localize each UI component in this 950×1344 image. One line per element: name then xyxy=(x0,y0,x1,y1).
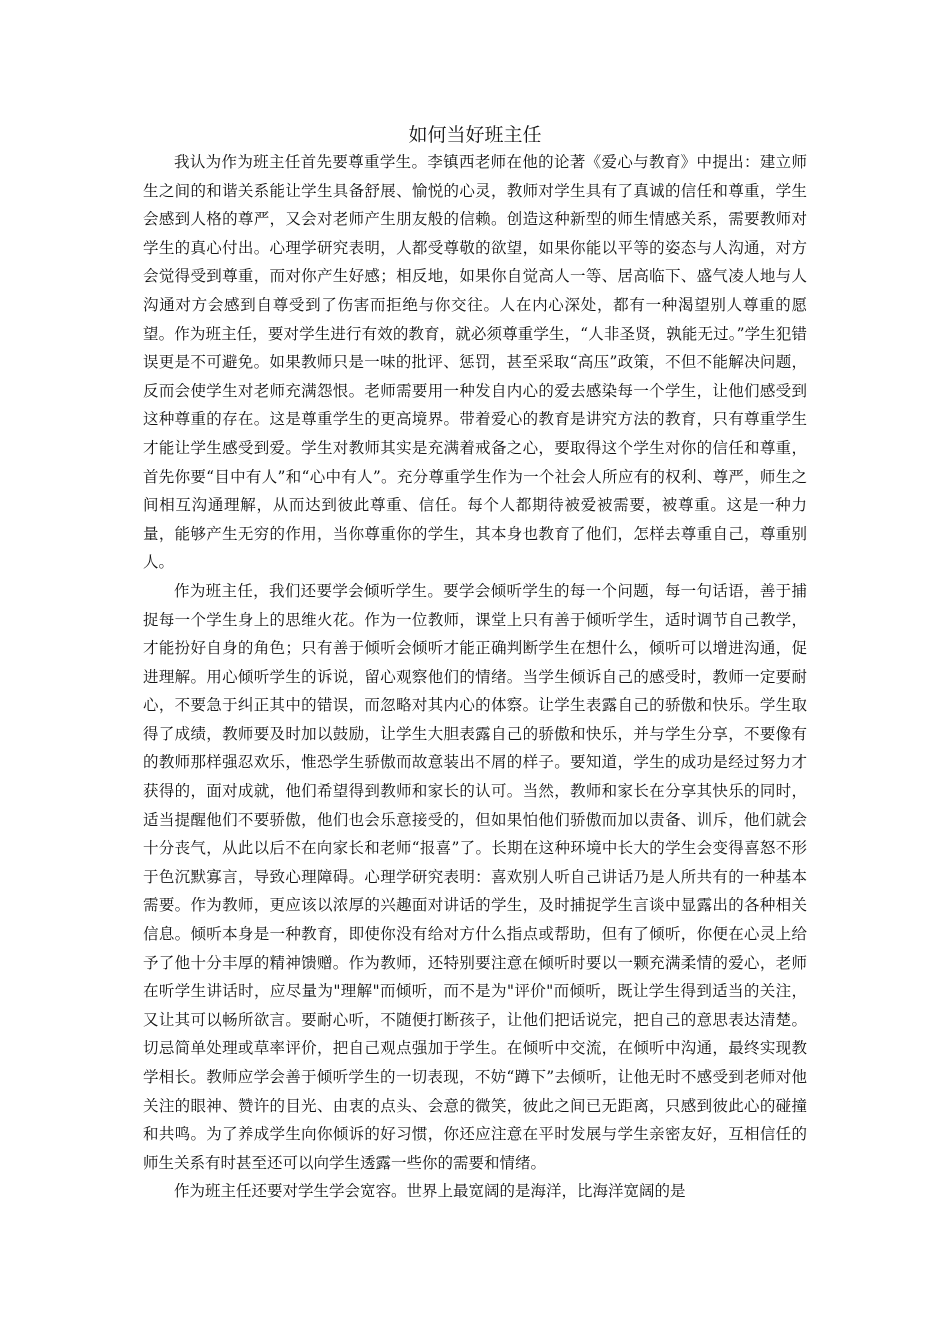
document-title: 如何当好班主任 xyxy=(408,124,542,146)
paragraph-tolerance: 作为班主任还要对学生学会宽容。世界上最宽阔的是海洋，比海洋宽阔的是 xyxy=(174,1182,686,1201)
document-body xyxy=(143,148,807,1206)
paragraph-listen-to-students: 作为班主任，我们还要学会倾听学生。要学会倾听学生的每一个问题，每一句话语，善于捕捉每一个学生身上的思维火花。作为一位教师，课堂上只有善于倾听学生，适时调节自己教学，才能扮好自身的角色；只有善于倾听会倾听才能正确判断学生在想什么，倾听可以增进沟通，促进理解。用心倾听学生的诉说，留心观察他们的情绪。当学生倾诉自己的感受时，教师一定要耐心，不要急于纠正其中的错误，而忽略对其内心的体察。让学生表露自己的骄傲和快乐。学生取得了成绩，教师要及时加以鼓励，让学生大胆表露自己的骄傲和快乐，并与学生分享，不要像有的教师那样强忍欢乐，惟恐学生骄傲而故意装出不屑的样子。要知道，学生的成功是经过努力才获得的，面对成就，他们希望得到教师和家长的认可。当然，教师和家长在分享其快乐的同时，适当提醒他们不要骄傲，他们也会乐意接受的，但如果怕他们骄傲而加以责备、训斥，他们就会十分丧气，从此以后不在向家长和老师“报喜”了。长期在这种环境中长大的学生会变得喜怒不形于色沉默寡言，导致心理障碍。心理学研究表明：喜欢别人听自己讲话乃是人所共有的一种基本需要。作为教师，更应该以浓厚的兴趣面对讲话的学生，及时捕捉学生言谈中显露出的各种相关信息。倾听本身是一种教育，即使你没有给对方什么指点或帮助，但有了倾听，你便在心灵上给予了他十分丰厚的精神馈赠。作为教师，还特别要注意在倾听时要以一颗充满柔情的爱心，老师在听学生讲话时，应尽量为"理解"而倾听，而不是为"评价"而倾听，既让学生得到适当的关注，又让其可以畅所欲言。要耐心听，不随便打断孩子，让他们把话说完，把自己的意思表达清楚。切忌简单处理或草率评价，把自己观点强加于学生。在倾听中交流，在倾听中沟通，最终实现教学相长。教师应学会善于倾听学生的一切表现，不妨“蹲下”去倾听，让他无时不感受到老师对他关注的眼神、赞许的目光、由衷的点头、会意的微笑，彼此之间已无距离，只感到彼此心的碰撞和共鸣。为了养成学生向你倾诉的好习惯，你还应注意在平时发展与学生亲密友好，互相信任的师生关系有时甚至还可以向学生透露一些你的需要和情绪。 xyxy=(143,581,807,1172)
paragraph-respect-students: 我认为作为班主任首先要尊重学生。李镇西老师在他的论著《爱心与教育》中提出：建立师生之间的和谐关系能让学生具备舒展、愉悦的心灵，教师对学生具有了真诚的信任和尊重，学生会感到人格的尊严，又会对老师产生朋友般的信赖。创造这种新型的师生情感关系，需要教师对学生的真心付出。心理学研究表明，人都受尊敬的欲望，如果你能以平等的姿态与人沟通，对方会觉得受到尊重，而对你产生好感；相反地，如果你自觉高人一等、居高临下、盛气凌人地与人沟通对方会感到自尊受到了伤害而拒绝与你交往。人在内心深处，都有一种渴望别人尊重的愿望。作为班主任，要对学生进行有效的教育，就必须尊重学生，“人非圣贤，孰能无过。”学生犯错误更是不可避免。如果教师只是一味的批评、惩罚，甚至采取“高压”政策，不但不能解决问题，反而会使学生对老师充满怨恨。老师需要用一种发自内心的爱去感染每一个学生，让他们感受到这种尊重的存在。这是尊重学生的更高境界。带着爱心的教育是讲究方法的教育，只有尊重学生才能让学生感受到爱。学生对教师其实是充满着戒备之心，要取得这个学生对你的信任和尊重，首先你要“目中有人”和“心中有人”。充分尊重学生作为一个社会人所应有的权利、尊严，师生之间相互沟通理解，从而达到彼此尊重、信任。每个人都期待被爱被需要，被尊重。这是一种力量，能够产生无穷的作用，当你尊重你的学生，其本身也教育了他们，怎样去尊重自己，尊重别人。 xyxy=(143,153,807,572)
